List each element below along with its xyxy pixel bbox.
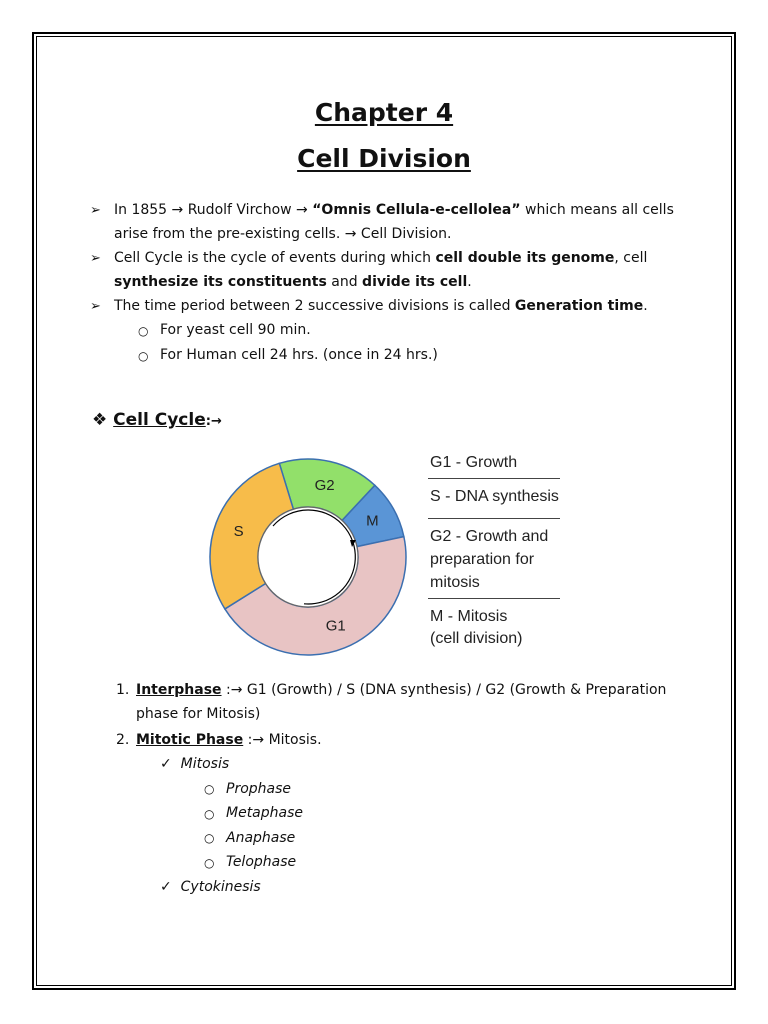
legend-g2-line-1: G2 - Growth and: [430, 528, 549, 545]
circle-bullet-icon: ○: [204, 807, 215, 821]
segment-label-g2: G2: [314, 476, 335, 494]
legend-s: S - DNA synthesis: [430, 488, 559, 505]
circle-bullet-icon: ○: [204, 856, 215, 870]
section-heading-cell-cycle: ❖ Cell Cycle:→: [92, 410, 222, 430]
inner-hole: [258, 507, 358, 607]
bullet-2-line-2: synthesize its constituents and divide its cell.: [114, 274, 472, 290]
check-icon: ✓: [160, 879, 181, 895]
bullet-1-line-2: arise from the pre-existing cells. → Cell Division.: [114, 226, 452, 242]
list-number: 2.: [116, 732, 130, 748]
arrow-bullet-icon: ➢: [90, 299, 101, 314]
circle-bullet-icon: ○: [204, 831, 215, 845]
sub-bullet-yeast: For yeast cell 90 min.: [160, 322, 311, 338]
legend-g2-line-2: preparation for: [430, 551, 535, 568]
arrow-bullet-icon: ➢: [90, 251, 101, 266]
chapter-title: Chapter 4: [314, 98, 454, 127]
mitosis-item: ✓ Mitosis: [160, 756, 230, 772]
legend-g2-line-3: mitosis: [430, 574, 480, 591]
cytokinesis-item: ✓ Cytokinesis: [160, 879, 261, 895]
bullet-2-line-1: Cell Cycle is the cycle of events during which cell double its genome, cell: [114, 250, 648, 266]
circle-bullet-icon: ○: [204, 782, 215, 796]
sub-bullet-human: For Human cell 24 hrs. (once in 24 hrs.): [160, 347, 438, 363]
check-icon: ✓: [160, 756, 181, 772]
legend-divider: [428, 478, 560, 479]
circle-bullet-icon: ○: [138, 324, 149, 338]
segment-label-m: M: [366, 512, 379, 530]
chapter-subtitle: Cell Division: [297, 144, 471, 173]
stage-telophase: Telophase: [226, 854, 297, 870]
bullet-1-line-1: In 1855 → Rudolf Virchow → “Omnis Cellula-e-cellolea” which means all cells: [114, 202, 674, 218]
legend-m-line-2: (cell division): [430, 630, 523, 647]
circle-bullet-icon: ○: [138, 349, 149, 363]
bullet-3-line-1: The time period between 2 successive divisions is called Generation time.: [114, 298, 648, 314]
phase-interphase: Interphase :→ G1 (Growth) / S (DNA synthesis) / G2 (Growth & Preparation: [136, 682, 667, 698]
stage-anaphase: Anaphase: [226, 830, 296, 846]
stage-metaphase: Metaphase: [226, 805, 304, 821]
phase-mitotic: Mitotic Phase :→ Mitosis.: [136, 732, 322, 748]
stage-prophase: Prophase: [226, 781, 292, 797]
segment-label-g1: G1: [325, 617, 346, 635]
phase-interphase-cont: phase for Mitosis): [136, 706, 261, 722]
legend-g1: G1 - Growth: [430, 454, 518, 471]
list-number: 1.: [116, 682, 130, 698]
legend-divider: [428, 598, 560, 599]
cell-cycle-diagram: [198, 446, 418, 666]
arrow-bullet-icon: ➢: [90, 203, 101, 218]
legend-divider: [428, 518, 560, 519]
diamond-bullet-icon: ❖: [92, 410, 114, 430]
legend-m-line-1: M - Mitosis: [430, 608, 508, 625]
segment-label-s: S: [233, 523, 244, 541]
